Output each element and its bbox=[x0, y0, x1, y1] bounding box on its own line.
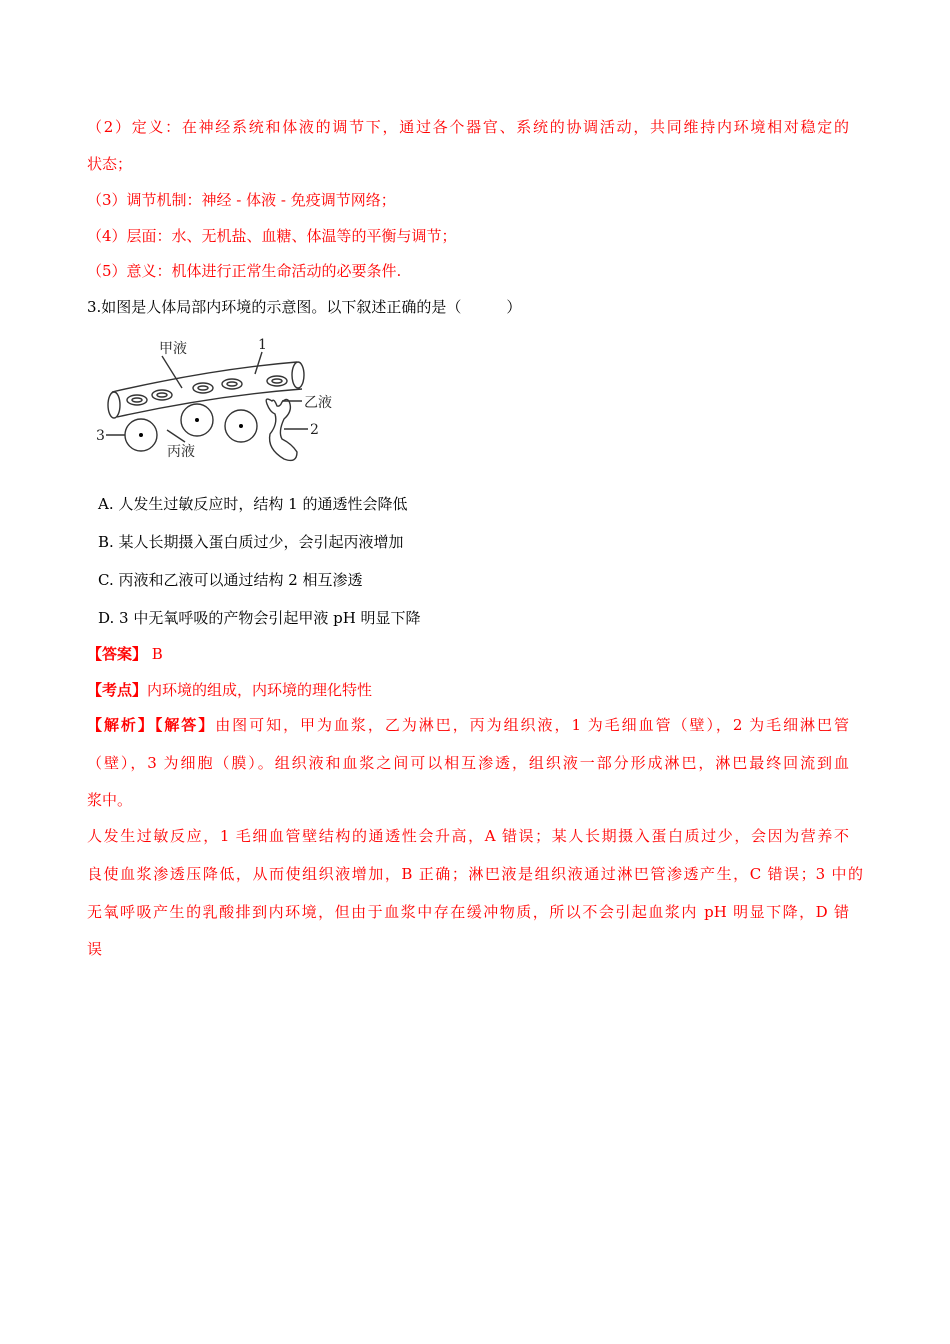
analysis-text: 由图可知，甲为血浆，乙为淋巴，丙为组织液，1 为毛细血管（壁），2 为毛细淋巴管 bbox=[215, 716, 849, 734]
analysis-label: 【解析】【解答】 bbox=[87, 716, 216, 734]
kaodian-label: 【考点】 bbox=[87, 681, 148, 699]
option-c: C. 丙液和乙液可以通过结构 2 相互渗透 bbox=[98, 571, 363, 589]
definition-line: （2）定义：在神经系统和体液的调节下，通过各个器官、系统的协调活动，共同维持内环境相对稳定的 bbox=[87, 118, 849, 136]
option-a: A. 人发生过敏反应时，结构 1 的通透性会降低 bbox=[98, 495, 408, 513]
lymphatic-vessel bbox=[266, 399, 297, 460]
answer-value: B bbox=[151, 645, 163, 663]
capillary-end bbox=[108, 392, 120, 418]
mechanism-line: （3）调节机制：神经 - 体液 - 免疫调节网络； bbox=[87, 191, 396, 209]
option-d: D. 3 中无氧呼吸的产物会引起甲液 pH 明显下降 bbox=[98, 609, 421, 627]
analysis-line: 人发生过敏反应，1 毛细血管壁结构的通透性会升高，A 错误；某人长期摄入蛋白质过少，会因为营养不 bbox=[87, 827, 849, 845]
label-2: 2 bbox=[310, 422, 319, 438]
answer bbox=[87, 644, 163, 664]
analysis-line: （壁），3 为细胞（膜）。组织液和血浆之间可以相互渗透，组织液一部分形成淋巴，淋巴最终回流到血 bbox=[87, 754, 849, 772]
kaodian bbox=[87, 680, 372, 700]
label-1: 1 bbox=[258, 337, 267, 353]
analysis-line: 无氧呼吸产生的乳酸排到内环境，但由于血浆中存在缓冲物质，所以不会引起血浆内 pH 明显下降，D 错 bbox=[87, 903, 849, 921]
analysis-line: 浆中。 bbox=[87, 791, 133, 809]
analysis-line: 良使血浆渗透压降低，从而使组织液增加，B 正确；淋巴液是组织液通过淋巴管渗透产生，C 错误；3 中的 bbox=[87, 865, 863, 883]
internal-environment-diagram bbox=[92, 334, 352, 469]
label-bing: 丙液 bbox=[167, 444, 195, 460]
option-b: B. 某人长期摄入蛋白质过少，会引起丙液增加 bbox=[98, 533, 404, 551]
significance-line: （5）意义：机体进行正常生命活动的必要条件. bbox=[87, 262, 402, 280]
label-yi: 乙液 bbox=[304, 395, 332, 411]
level-line: （4）层面：水、无机盐、血糖、体温等的平衡与调节； bbox=[87, 227, 457, 245]
kaodian-text: 内环境的组成，内环境的理化特性 bbox=[147, 681, 373, 699]
label-jia: 甲液 bbox=[159, 341, 187, 357]
question-stem: 3.如图是人体局部内环境的示意图。以下叙述正确的是（ ） bbox=[87, 298, 522, 316]
answer-label: 【答案】 bbox=[87, 645, 148, 663]
definition-line-cont: 状态； bbox=[87, 155, 133, 173]
label-3: 3 bbox=[96, 428, 105, 444]
analysis-line bbox=[87, 715, 849, 735]
analysis-line: 误 bbox=[87, 940, 103, 958]
